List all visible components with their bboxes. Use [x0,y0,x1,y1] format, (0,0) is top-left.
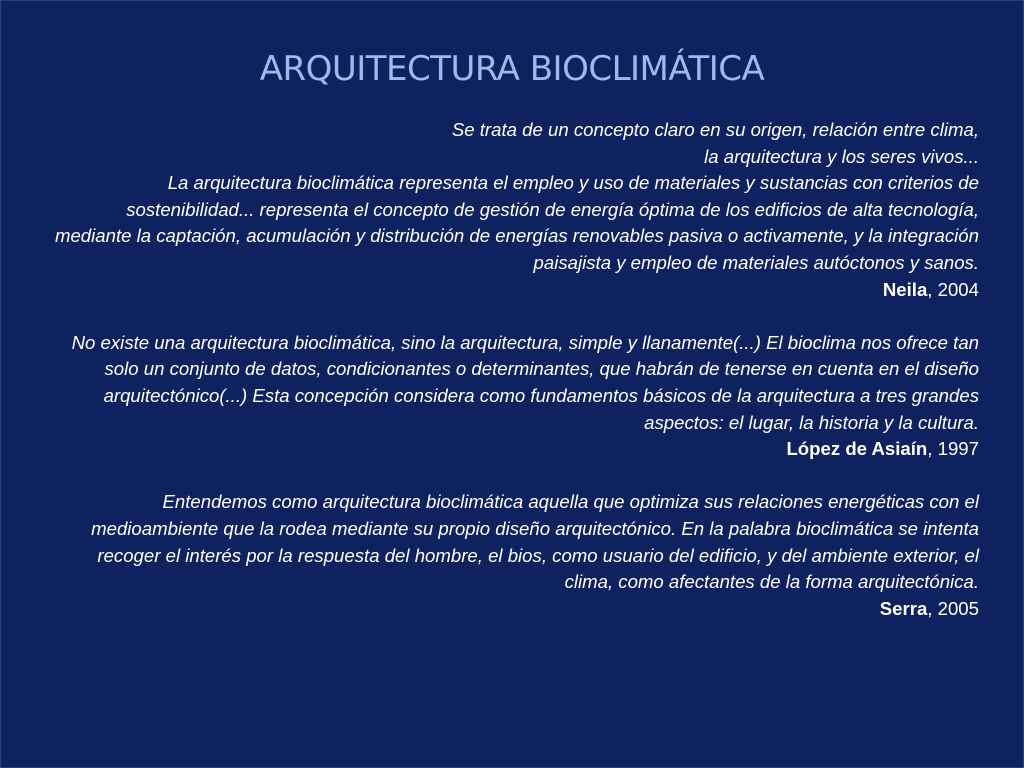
quote-line: La arquitectura bioclimática representa el empleo y uso de materiales y sustancias con criterios de sostenibilidad... representa el concepto de gestión de energía óptima de los edificios de alta tecnología, mediante la captación, acumulación y distribución de energías renovables pasiva o activamente, y la integración paisajista y empleo de materiales autóctonos y sanos. [54,172,979,273]
slide-title: ARQUITECTURA BIOCLIMÁTICA [259,49,765,89]
spacer [49,463,979,490]
quote-serra [49,489,979,595]
spacer [49,303,979,330]
quote-lopez-de-asiain [49,330,979,436]
slide-body [49,117,979,622]
quote-neila [49,117,979,277]
attribution-lopez-de-asiain [49,436,979,463]
author-name: Serra [879,597,928,619]
quote-line: la arquitectura y los seres vivos... [704,145,979,167]
author-year: , 1997 [927,438,979,460]
author-name: Neila [882,278,928,300]
quote-line: Entendemos como arquitectura bioclimática aquella que optimiza sus relaciones energéticas con el medioambiente que la rodea mediante su propio diseño arquitectónico. En la palabra bioclimática se intenta recoger el interés por la respuesta del hombre, el bios, como usuario del edificio, y del ambiente exterior, el clima, como afectantes de la forma arquitectónica. [91,491,979,593]
quote-line: No existe una arquitectura bioclimática, sino la arquitectura, simple y llanamente(...) El bioclima nos ofrece tan solo un conjunto de datos, condicionantes o determinantes, que habrán de tenerse en cuenta en el diseño arquitectónico(...) Esta concepción considera como fundamentos básicos de la arquitectura a tres grandes aspectos: el lugar, la historia y la cultura. [71,331,979,433]
author-year: , 2004 [927,278,979,300]
author-name: López de Asiaín [786,438,928,460]
quote-line: Se trata de un concepto claro en su origen, relación entre clima, [451,119,979,140]
attribution-serra [49,596,979,623]
author-year: , 2005 [927,597,979,619]
attribution-neila [49,277,979,304]
